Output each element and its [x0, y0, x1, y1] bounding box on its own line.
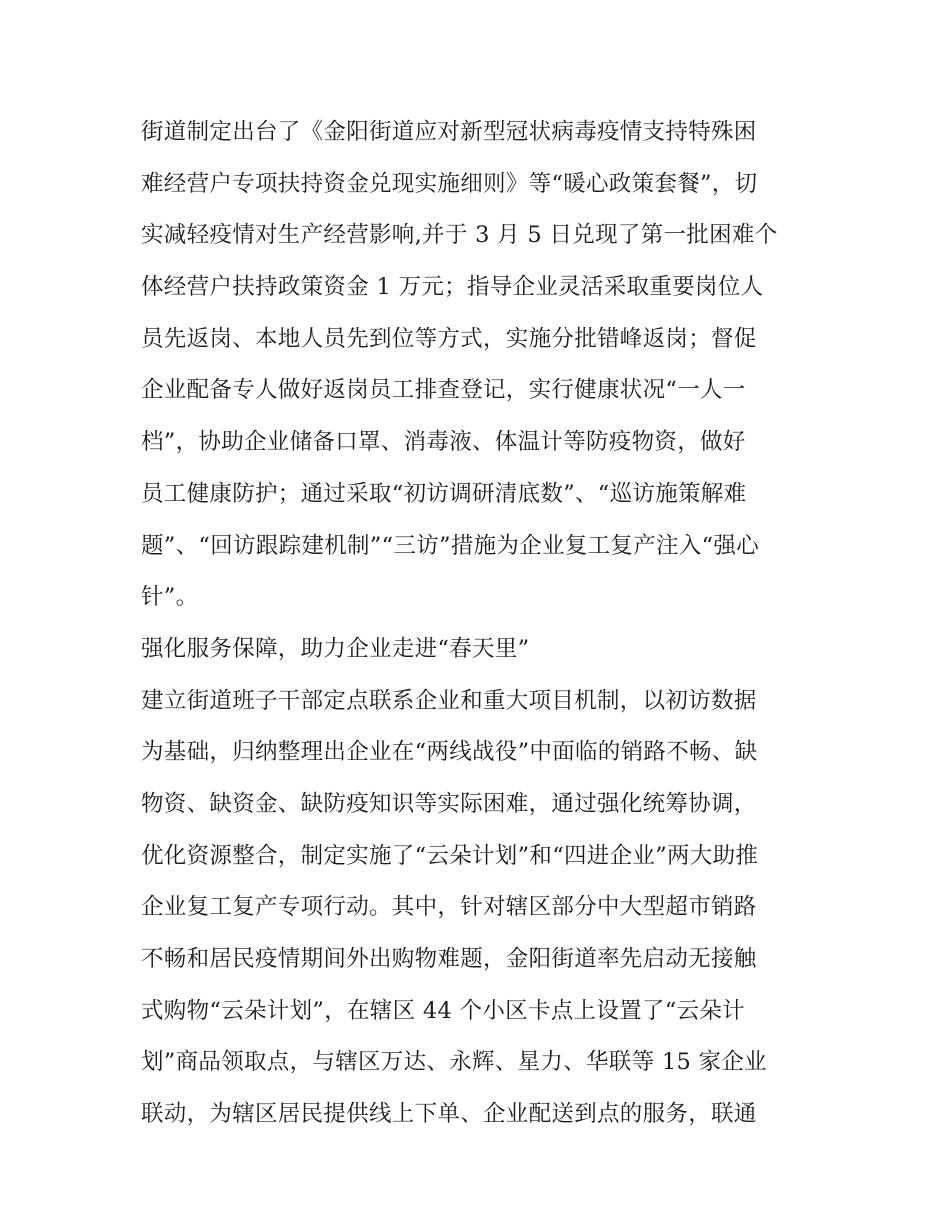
- text-line: 联动，为辖区居民提供线上下单、企业配送到点的服务，联通: [141, 1101, 757, 1128]
- text-line: 建立街道班子干部定点联系企业和重大项目机制，以初访数据: [141, 687, 757, 714]
- text-line: 题”、“回访跟踪建机制”“三访”措施为企业复工复产注入“强心: [141, 532, 760, 559]
- text-line: 难经营户专项扶持资金兑现实施细则》等“暖心政策套餐”，切: [141, 170, 758, 197]
- text-line: 企业复工复产专项行动。其中，针对辖区部分中大型超市销路: [141, 894, 757, 921]
- text-line: 员先返岗、本地人员先到位等方式，实施分批错峰返岗；督促: [141, 325, 757, 352]
- text-line: 不畅和居民疫情期间外出购物难题，金阳街道率先启动无接触: [141, 946, 757, 972]
- paragraph-policy-support: [141, 107, 821, 624]
- text-line: 企业配备专人做好返岗员工排查登记，实行健康状况“一人一: [141, 377, 746, 404]
- text-line: 街道制定出台了《金阳街道应对新型冠状病毒疫情支持特殊困: [141, 119, 757, 145]
- document-body: [141, 107, 821, 1141]
- text-line: 式购物“云朵计划”，在辖区 44 个小区卡点上设置了“云朵计: [141, 997, 745, 1024]
- text-line: 体经营户扶持政策资金 1 万元；指导企业灵活采取重要岗位人: [141, 274, 764, 301]
- text-line: 划”商品领取点，与辖区万达、永辉、星力、华联等 15 家企业: [141, 1049, 767, 1076]
- text-line: 物资、缺资金、缺防疫知识等实际困难，通过强化统筹协调，: [141, 790, 757, 817]
- text-line: 为基础，归纳整理出企业在“两线战役”中面临的销路不畅、缺: [141, 739, 758, 766]
- text-line: 优化资源整合，制定实施了“云朵计划”和“四进企业”两大助推: [141, 842, 759, 869]
- text-line: 档”，协助企业储备口罩、消毒液、体温计等防疫物资，做好: [141, 429, 746, 456]
- heading-line: 强化服务保障，助力企业走进“春天里”: [141, 635, 530, 662]
- paragraph-service-guarantee: [141, 676, 821, 1141]
- text-line: 员工健康防护；通过采取“初访调研清底数”、“巡访施策解难: [141, 480, 747, 507]
- section-heading: [141, 624, 821, 676]
- text-line: 针”。: [141, 584, 199, 611]
- text-line: 实减轻疫情对生产经营影响,并于 3 月 5 日兑现了第一批困难个: [141, 222, 778, 249]
